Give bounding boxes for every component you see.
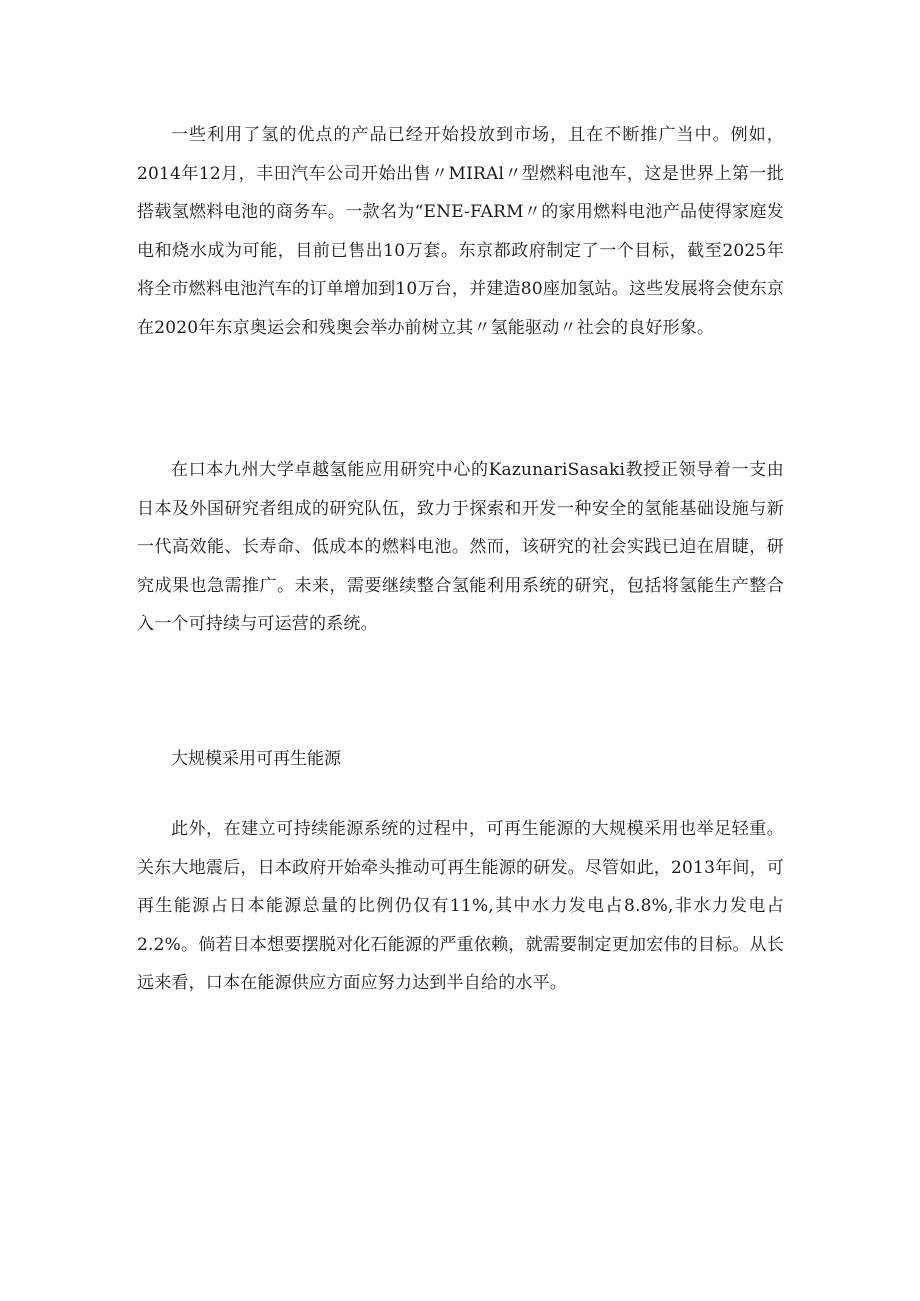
body-paragraph: 在口本九州大学卓越氢能应用研究中心的KazunariSasaki教授正领导着一支由日本及外国研究者组成的研究队伍，致力于探索和开发一种安全的氢能基础设施与新一代高效能、长寿命、低成本的燃料电池。然而，该研究的社会实践已迫在眉睫，研究成果也急需推广。未来，需要继续整合氢能利用系统的研究，包括将氢能生产整合入一个可持续与可运营的系统。 — [137, 460, 784, 634]
body-paragraph: 此外，在建立可持续能源系统的过程中，可再生能源的大规模采用也举足轻重。关东大地震后，日本政府开始牵头推动可再生能源的研发。尽管如此，2013年间，可再生能源占日本能源总量的比例仍仅有11%,其中水力发电占8.8%,非水力发电占2.2%。倘若日本想要摆脱对化石能源的严重依赖，就需要制定更加宏伟的目标。从长远来看，口本在能源供应方面应努力达到半自给的水平。 — [137, 819, 784, 993]
section-heading: 大规模采用可再生能源 — [171, 749, 341, 769]
body-paragraph: 一些利用了氢的优点的产品已经开始投放到市场，且在不断推广当中。例如，2014年12月，丰田汽车公司开始出售〃MIRAl〃型燃料电池车，这是世界上第一批搭载氢燃料电池的商务车。一款名为“ENE-FARM〃的家用燃料电池产品使得家庭发电和烧水成为可能，目前已售出10万套。东京都政府制定了一个目标，截至2025年将全市燃料电池汽车的订单增加到10万台，并建造80座加氢站。这些发展将会使东京在2020年东京奥运会和残奥会举办前树立其〃氢能驱动〃社会的良好形象。 — [137, 125, 784, 338]
